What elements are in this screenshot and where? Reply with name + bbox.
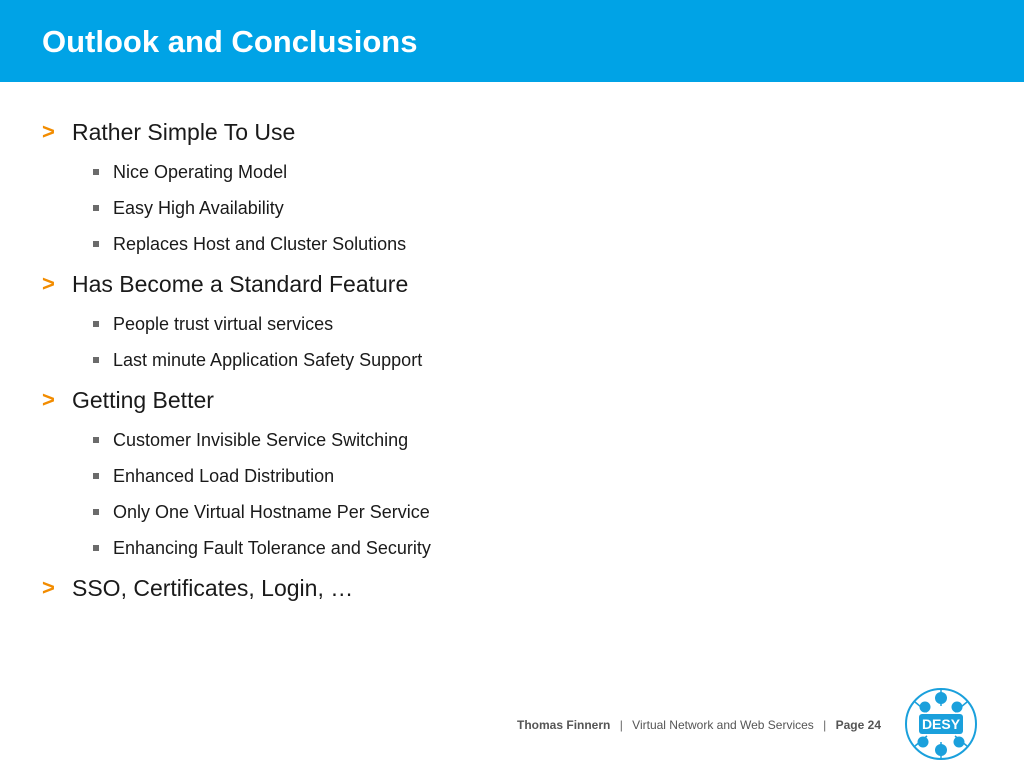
square-bullet-icon xyxy=(93,437,99,443)
list-item-label: Last minute Application Safety Support xyxy=(113,349,423,370)
list-item-label: Enhancing Fault Tolerance and Security xyxy=(113,537,431,558)
sub-list xyxy=(42,154,942,262)
square-bullet-icon xyxy=(93,357,99,363)
section-label: Has Become a Standard Feature xyxy=(72,270,409,297)
square-bullet-icon xyxy=(93,473,99,479)
list-item-label: Enhanced Load Distribution xyxy=(113,465,335,486)
section-rather-simple-to-use xyxy=(42,110,942,262)
section-heading xyxy=(42,110,942,154)
footer-separator: | xyxy=(823,718,827,732)
footer-page-number: Page 24 xyxy=(835,718,881,732)
section-getting-better xyxy=(42,378,942,566)
desy-logo-icon xyxy=(903,686,979,762)
sub-list xyxy=(42,422,942,566)
list-item xyxy=(42,226,942,262)
arrow-bullet-icon: > xyxy=(42,271,55,296)
list-item xyxy=(42,342,942,378)
section-heading xyxy=(42,262,942,306)
slide-content xyxy=(42,110,942,610)
footer-talk-title: Virtual Network and Web Services xyxy=(632,718,814,732)
section-label: Getting Better xyxy=(72,386,214,413)
section-label: Rather Simple To Use xyxy=(72,118,296,145)
list-item-label: People trust virtual services xyxy=(113,313,334,334)
footer-separator: | xyxy=(619,718,623,732)
square-bullet-icon xyxy=(93,205,99,211)
section-heading xyxy=(42,566,942,610)
list-item-label: Nice Operating Model xyxy=(113,161,288,182)
footer-author: Thomas Finnern xyxy=(517,718,611,732)
arrow-bullet-icon: > xyxy=(42,119,55,144)
square-bullet-icon xyxy=(93,321,99,327)
list-item-label: Customer Invisible Service Switching xyxy=(113,429,409,450)
logo-wordmark: DESY xyxy=(921,716,961,732)
list-item-label: Replaces Host and Cluster Solutions xyxy=(113,233,407,254)
list-item xyxy=(42,422,942,458)
list-item xyxy=(42,190,942,226)
square-bullet-icon xyxy=(93,169,99,175)
list-item xyxy=(42,530,942,566)
section-sso-certificates-login xyxy=(42,566,942,610)
arrow-bullet-icon: > xyxy=(42,387,55,412)
section-standard-feature xyxy=(42,262,942,378)
slide-title: Outlook and Conclusions xyxy=(42,24,418,59)
list-item xyxy=(42,306,942,342)
slide-footer xyxy=(517,718,881,732)
title-bar xyxy=(0,0,1024,82)
section-heading xyxy=(42,378,942,422)
list-item-label: Easy High Availability xyxy=(113,197,284,218)
square-bullet-icon xyxy=(93,509,99,515)
section-label: SSO, Certificates, Login, … xyxy=(72,574,354,601)
arrow-bullet-icon: > xyxy=(42,575,55,600)
list-item-label: Only One Virtual Hostname Per Service xyxy=(113,501,430,522)
square-bullet-icon xyxy=(93,241,99,247)
list-item xyxy=(42,154,942,190)
list-item xyxy=(42,458,942,494)
list-item xyxy=(42,494,942,530)
square-bullet-icon xyxy=(93,545,99,551)
sub-list xyxy=(42,306,942,378)
